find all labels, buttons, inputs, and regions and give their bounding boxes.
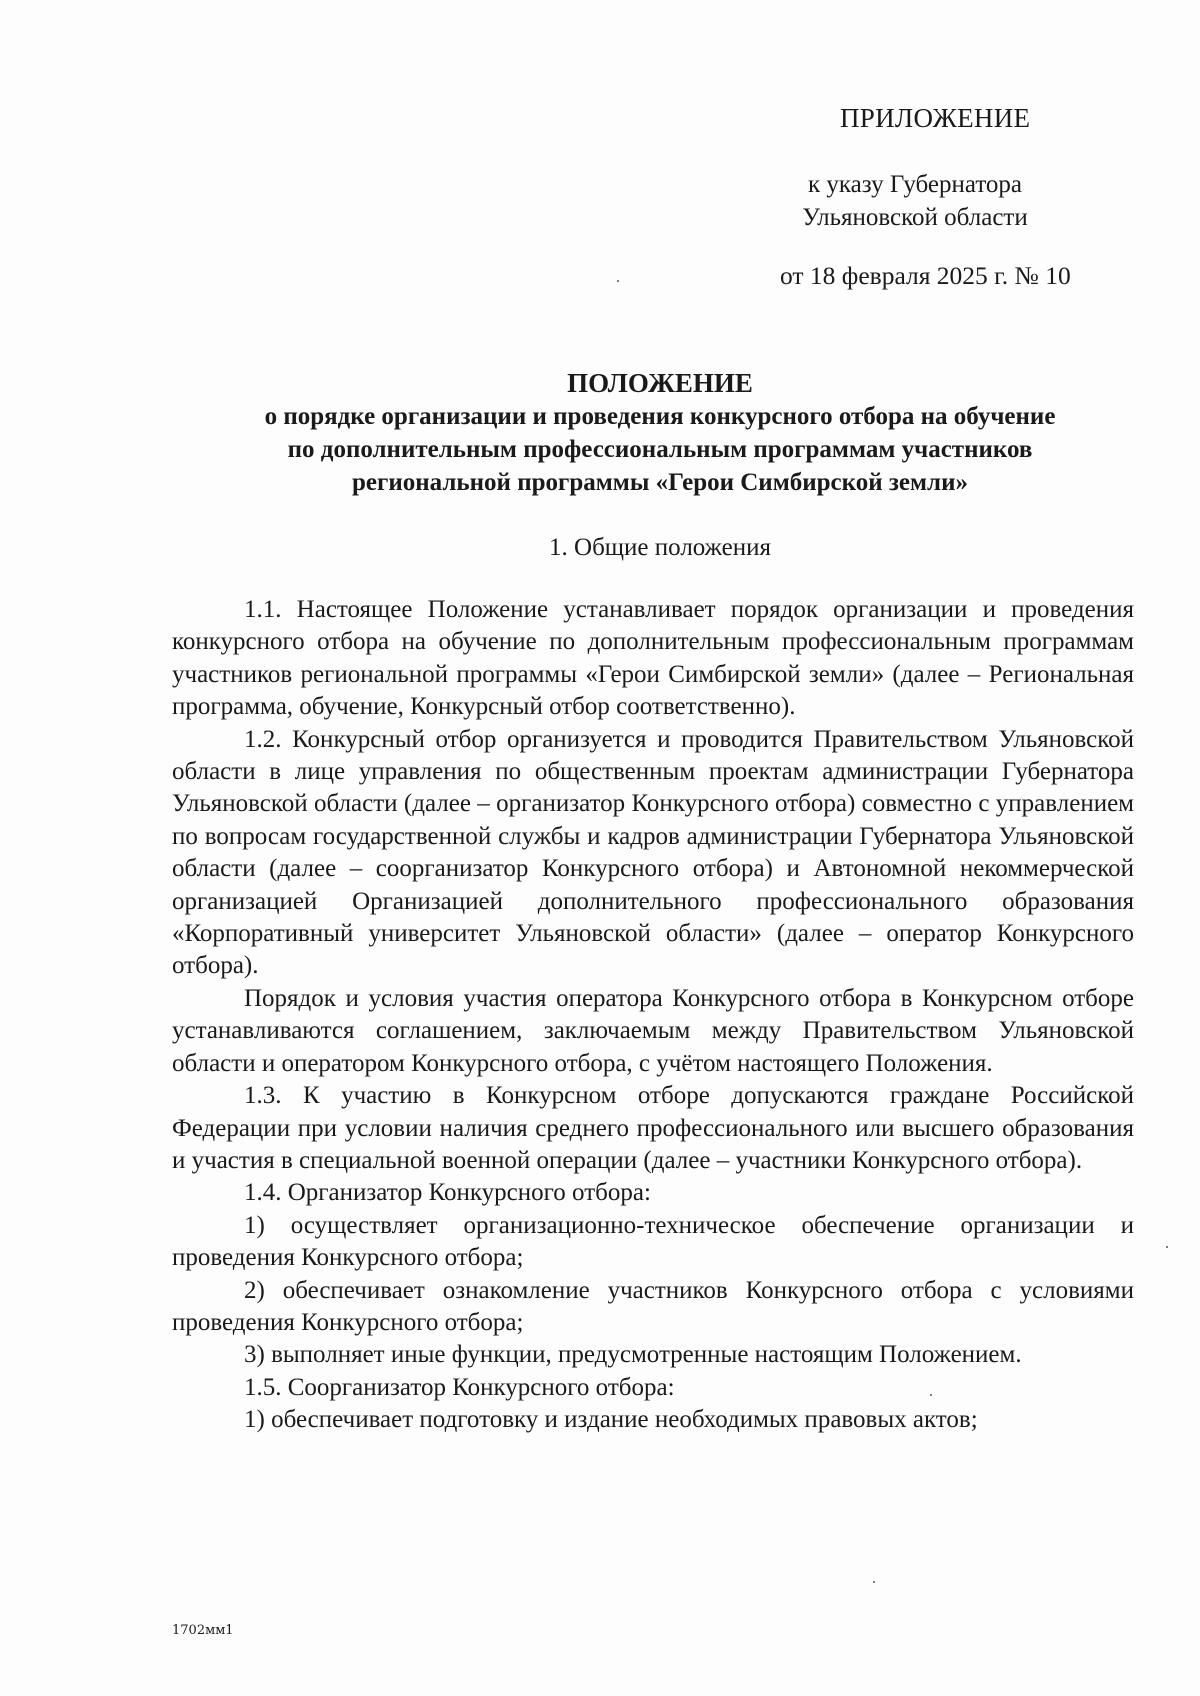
list-item: 3) выполняет иные функции, предусмотренные настоящим Положением.: [244, 1341, 1022, 1369]
document-title: ПОЛОЖЕНИЕ: [567, 368, 753, 398]
scan-speck: [873, 1581, 875, 1583]
section-body: [172, 594, 1134, 1437]
decree-line-1: к указу Губернатора: [807, 171, 1023, 198]
appendix-label: ПРИЛОЖЕНИЕ: [840, 103, 1031, 133]
document-subtitle-line-1: о порядке организации и проведения конкурсного отбора на обучение: [264, 403, 1056, 430]
scan-speck: [617, 280, 619, 282]
decree-reference: [800, 168, 1030, 234]
scan-speck: [1166, 1246, 1168, 1248]
footer-document-code: 1702мм1: [172, 1623, 234, 1638]
paragraph: 1.1. Настоящее Положение устанавливает порядок организации и проведения конкурсного отбора на обучение по дополнительным профессиональным программам участников региональной программы «Герои Симбирской земли» (далее – Региональная программа, обучение, Конкурсный отбор соответственно).: [172, 596, 1134, 721]
paragraph: Порядок и условия участия оператора Конкурсного отбора в Конкурсном отборе устанавливаются соглашением, заключаемым между Правительством Ульяновской области и оператором Конкурсного отбора, с учётом настоящего Положения.: [172, 984, 1134, 1077]
paragraph: 1.5. Соорганизатор Конкурсного отбора:: [244, 1373, 675, 1401]
list-item: 1) обеспечивает подготовку и издание необходимых правовых актов;: [244, 1406, 978, 1434]
paragraph: 1.4. Организатор Конкурсного отбора:: [244, 1179, 651, 1207]
paragraph: 1.3. К участию в Конкурсном отборе допускаются граждане Российской Федерации при условии наличия среднего профессионального или высшего образования и участия в специальной военной операции (далее – участники Конкурсного отбора).: [172, 1082, 1134, 1174]
section-heading: 1. Общие положения: [549, 534, 771, 561]
document-title-block: [160, 366, 1160, 499]
list-item: 1) осуществляет организационно-техническое обеспечение организации и проведения Конкурсного отбора;: [172, 1211, 1134, 1272]
decree-date-number: от 18 февраля 2025 г. № 10: [780, 261, 1071, 290]
document-subtitle-line-2: по дополнительным профессиональным программам участников: [287, 436, 1033, 463]
document-subtitle-line-3: региональной программы «Герои Симбирской земли»: [352, 469, 968, 496]
list-item: 2) обеспечивает ознакомление участников Конкурсного отбора с условиями проведения Конкурсного отбора;: [172, 1276, 1134, 1336]
decree-line-2: Ульяновской области: [802, 204, 1028, 231]
scan-speck: [930, 1394, 932, 1396]
paragraph: 1.2. Конкурсный отбор организуется и проводится Правительством Ульяновской области в лице управления по общественным проектам администрации Губернатора Ульяновской области (далее – организатор Конкурсного отбора) совместно с управлением по вопросам государственной службы и кадров администрации Губернатора Ульяновской области (далее – соорганизатор Конкурсного отбора) и Автономной некоммерческой организацией Организацией дополнительного профессионального образования «Корпоративный университет Ульяновской области» (далее – оператор Конкурсного отбора).: [172, 725, 1134, 980]
